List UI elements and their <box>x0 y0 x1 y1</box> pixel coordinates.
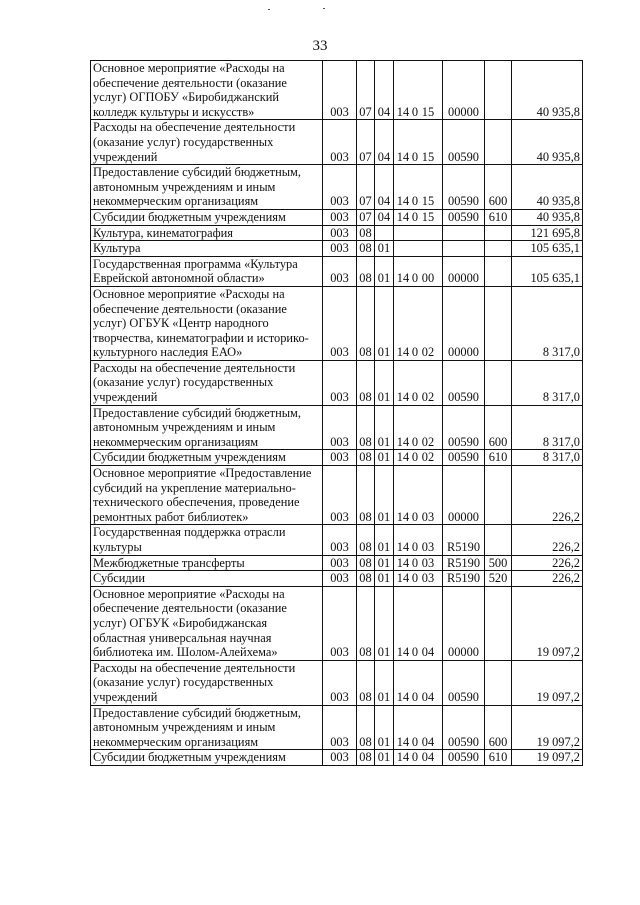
amount-cell: 19 097,2 <box>512 705 583 750</box>
subsection-code-cell <box>375 225 394 241</box>
amount-cell: 226,2 <box>512 571 583 587</box>
budget-table-body <box>91 61 583 766</box>
program-code-part: 14 <box>396 571 410 586</box>
target-code-cell: 00590 <box>443 165 485 210</box>
amount-cell: 40 935,8 <box>512 165 583 210</box>
subsection-code-cell: 01 <box>375 571 394 587</box>
expense-kind-cell: 520 <box>485 571 512 587</box>
row-name-cell: Предоставление субсидий бюджетным, автономным учреждениям и иным некоммерческим организациям <box>91 705 323 750</box>
section-code-cell: 08 <box>357 405 375 450</box>
row-name-cell: Субсидии <box>91 571 323 587</box>
target-code-cell: 00590 <box>443 405 485 450</box>
ministry-code-cell: 003 <box>323 120 357 165</box>
program-code-part: 0 <box>411 509 419 524</box>
row-name-cell: Основное мероприятие «Расходы на обеспечение деятельности (оказание услуг) ОГПОБУ «Биробиджанский колледж культуры и искусств» <box>91 61 323 120</box>
expense-kind-cell <box>485 360 512 405</box>
row-name-cell: Расходы на обеспечение деятельности (оказание услуг) государственных учреждений <box>91 660 323 705</box>
subsection-code-cell: 01 <box>375 241 394 257</box>
program-code-part: 0 <box>411 734 419 749</box>
program-code-part: 14 <box>396 750 410 765</box>
program-code-cell <box>394 405 443 450</box>
program-code-part: 0 <box>411 194 419 209</box>
target-code-cell: 00000 <box>443 286 485 360</box>
program-code-part: 15 <box>421 104 435 119</box>
row-name-cell: Основное мероприятие «Расходы на обеспечение деятельности (оказание услуг) ОГБУК «Биробиджанская областная универсальная научная библиотека им. Шолом-Алейхема» <box>91 586 323 660</box>
program-code-part: 0 <box>411 555 419 570</box>
program-code-part: 0 <box>411 689 419 704</box>
ministry-code-cell: 003 <box>323 555 357 571</box>
program-code-cell <box>394 241 443 257</box>
ministry-code-cell: 003 <box>323 571 357 587</box>
subsection-code-cell: 04 <box>375 120 394 165</box>
section-code-cell: 08 <box>357 571 375 587</box>
program-code-part: 14 <box>396 194 410 209</box>
ministry-code-cell: 003 <box>323 586 357 660</box>
expense-kind-cell: 610 <box>485 450 512 466</box>
expense-kind-cell <box>485 120 512 165</box>
target-code-cell: 00590 <box>443 360 485 405</box>
ministry-code-cell: 003 <box>323 466 357 525</box>
target-code-cell: R5190 <box>443 555 485 571</box>
program-code-part: 0 <box>411 540 419 554</box>
amount-cell: 40 935,8 <box>512 209 583 225</box>
program-code-cell <box>394 525 443 555</box>
expense-kind-cell <box>485 525 512 555</box>
program-code-cell <box>394 571 443 587</box>
program-code-part: 14 <box>396 345 410 360</box>
expense-kind-cell <box>485 61 512 120</box>
target-code-cell: 00000 <box>443 256 485 286</box>
section-code-cell: 08 <box>357 225 375 241</box>
section-code-cell: 08 <box>357 705 375 750</box>
program-code-cell <box>394 286 443 360</box>
program-code-part: 03 <box>421 571 435 586</box>
expense-kind-cell: 600 <box>485 165 512 210</box>
subsection-code-cell: 01 <box>375 405 394 450</box>
ministry-code-cell: 003 <box>323 209 357 225</box>
program-code-part: 04 <box>421 734 435 749</box>
target-code-cell: 00590 <box>443 120 485 165</box>
program-code-cell <box>394 705 443 750</box>
expense-kind-cell: 600 <box>485 405 512 450</box>
section-code-cell: 07 <box>357 61 375 120</box>
program-code-part: 0 <box>411 345 419 360</box>
program-code-part: 03 <box>421 540 435 554</box>
program-code-part: 0 <box>411 571 419 586</box>
program-code-part: 14 <box>396 734 410 749</box>
subsection-code-cell: 01 <box>375 360 394 405</box>
program-code-part: 0 <box>411 434 419 449</box>
amount-cell: 8 317,0 <box>512 360 583 405</box>
program-code-part: 02 <box>421 390 435 405</box>
section-code-cell: 07 <box>357 165 375 210</box>
program-code-part: 14 <box>396 390 410 405</box>
program-code-cell <box>394 360 443 405</box>
scan-speck <box>323 8 325 9</box>
target-code-cell <box>443 225 485 241</box>
target-code-cell: 00590 <box>443 750 485 766</box>
target-code-cell: 00000 <box>443 586 485 660</box>
ministry-code-cell: 003 <box>323 750 357 766</box>
ministry-code-cell: 003 <box>323 705 357 750</box>
ministry-code-cell: 003 <box>323 286 357 360</box>
row-name-cell: Культура <box>91 241 323 257</box>
program-code-cell <box>394 555 443 571</box>
row-name-cell: Субсидии бюджетным учреждениям <box>91 209 323 225</box>
subsection-code-cell: 04 <box>375 209 394 225</box>
program-code-cell <box>394 586 443 660</box>
section-code-cell: 08 <box>357 256 375 286</box>
subsection-code-cell: 01 <box>375 750 394 766</box>
expense-kind-cell: 610 <box>485 750 512 766</box>
program-code-cell <box>394 61 443 120</box>
expense-kind-cell <box>485 466 512 525</box>
amount-cell: 19 097,2 <box>512 750 583 766</box>
program-code-part: 14 <box>396 540 410 554</box>
section-code-cell: 08 <box>357 750 375 766</box>
subsection-code-cell: 01 <box>375 286 394 360</box>
program-code-part: 0 <box>411 271 419 286</box>
page-number: 33 <box>312 38 328 54</box>
row-name-cell: Основное мероприятие «Предоставление субсидий на укрепление материально-технического обеспечения, проведение ремонтных работ библиотек» <box>91 466 323 525</box>
amount-cell: 226,2 <box>512 555 583 571</box>
table-row <box>91 61 583 120</box>
scan-speck <box>268 9 270 10</box>
row-name-cell: Предоставление субсидий бюджетным, автономным учреждениям и иным некоммерческим организациям <box>91 165 323 210</box>
program-code-part: 0 <box>411 104 419 119</box>
table-row <box>91 120 583 165</box>
subsection-code-cell: 01 <box>375 450 394 466</box>
program-code-part: 14 <box>396 450 410 465</box>
program-code-part: 14 <box>396 555 410 570</box>
table-row <box>91 209 583 225</box>
table-row <box>91 660 583 705</box>
subsection-code-cell: 01 <box>375 466 394 525</box>
ministry-code-cell: 003 <box>323 450 357 466</box>
program-code-part: 15 <box>421 194 435 209</box>
section-code-cell: 08 <box>357 241 375 257</box>
target-code-cell: R5190 <box>443 525 485 555</box>
program-code-part: 14 <box>396 434 410 449</box>
table-row <box>91 586 583 660</box>
target-code-cell: 00590 <box>443 660 485 705</box>
program-code-part: 02 <box>421 450 435 465</box>
program-code-part: 0 <box>411 390 419 405</box>
amount-cell: 8 317,0 <box>512 450 583 466</box>
row-name-cell: Предоставление субсидий бюджетным, автономным учреждениям и иным некоммерческим организациям <box>91 405 323 450</box>
table-row <box>91 525 583 555</box>
ministry-code-cell: 003 <box>323 61 357 120</box>
table-row <box>91 241 583 257</box>
amount-cell: 19 097,2 <box>512 660 583 705</box>
section-code-cell: 07 <box>357 209 375 225</box>
program-code-part: 0 <box>411 645 419 660</box>
subsection-code-cell: 01 <box>375 256 394 286</box>
target-code-cell: 00000 <box>443 61 485 120</box>
subsection-code-cell: 01 <box>375 555 394 571</box>
ministry-code-cell: 003 <box>323 165 357 210</box>
subsection-code-cell: 01 <box>375 705 394 750</box>
program-code-part: 14 <box>396 645 410 660</box>
amount-cell: 8 317,0 <box>512 286 583 360</box>
amount-cell: 121 695,8 <box>512 225 583 241</box>
ministry-code-cell: 003 <box>323 660 357 705</box>
program-code-part: 04 <box>421 750 435 765</box>
budget-table <box>90 60 583 766</box>
section-code-cell: 08 <box>357 450 375 466</box>
subsection-code-cell: 01 <box>375 586 394 660</box>
program-code-cell <box>394 120 443 165</box>
target-code-cell: 00590 <box>443 450 485 466</box>
expense-kind-cell: 610 <box>485 209 512 225</box>
program-code-part: 02 <box>421 345 435 360</box>
row-name-cell: Межбюджетные трансферты <box>91 555 323 571</box>
program-code-part: 00 <box>421 271 435 286</box>
subsection-code-cell: 04 <box>375 165 394 210</box>
program-code-cell <box>394 209 443 225</box>
amount-cell: 8 317,0 <box>512 405 583 450</box>
program-code-part: 02 <box>421 434 435 449</box>
row-name-cell: Расходы на обеспечение деятельности (оказание услуг) государственных учреждений <box>91 360 323 405</box>
table-row <box>91 225 583 241</box>
ministry-code-cell: 003 <box>323 241 357 257</box>
expense-kind-cell <box>485 660 512 705</box>
section-code-cell: 08 <box>357 586 375 660</box>
program-code-part: 04 <box>421 689 435 704</box>
section-code-cell: 08 <box>357 660 375 705</box>
program-code-part: 03 <box>421 509 435 524</box>
program-code-cell <box>394 225 443 241</box>
expense-kind-cell <box>485 225 512 241</box>
ministry-code-cell: 003 <box>323 405 357 450</box>
table-row <box>91 750 583 766</box>
table-row <box>91 555 583 571</box>
table-row <box>91 405 583 450</box>
ministry-code-cell: 003 <box>323 225 357 241</box>
table-row <box>91 466 583 525</box>
table-row <box>91 571 583 587</box>
amount-cell: 226,2 <box>512 525 583 555</box>
table-row <box>91 256 583 286</box>
amount-cell: 40 935,8 <box>512 61 583 120</box>
expense-kind-cell: 500 <box>485 555 512 571</box>
program-code-part: 15 <box>421 149 435 164</box>
target-code-cell: 00590 <box>443 209 485 225</box>
program-code-cell <box>394 660 443 705</box>
program-code-part: 0 <box>411 750 419 765</box>
ministry-code-cell: 003 <box>323 360 357 405</box>
section-code-cell: 08 <box>357 286 375 360</box>
program-code-part: 03 <box>421 555 435 570</box>
program-code-part: 0 <box>411 209 419 224</box>
amount-cell: 105 635,1 <box>512 256 583 286</box>
row-name-cell: Культура, кинематография <box>91 225 323 241</box>
expense-kind-cell: 600 <box>485 705 512 750</box>
amount-cell: 40 935,8 <box>512 120 583 165</box>
program-code-cell <box>394 256 443 286</box>
table-row <box>91 286 583 360</box>
subsection-code-cell: 04 <box>375 61 394 120</box>
expense-kind-cell <box>485 586 512 660</box>
amount-cell: 105 635,1 <box>512 241 583 257</box>
target-code-cell <box>443 241 485 257</box>
section-code-cell: 08 <box>357 466 375 525</box>
program-code-part: 14 <box>396 509 410 524</box>
amount-cell: 226,2 <box>512 466 583 525</box>
section-code-cell: 08 <box>357 525 375 555</box>
expense-kind-cell <box>485 286 512 360</box>
program-code-cell <box>394 750 443 766</box>
program-code-part: 15 <box>421 209 435 224</box>
target-code-cell: 00590 <box>443 705 485 750</box>
amount-cell: 19 097,2 <box>512 586 583 660</box>
row-name-cell: Государственная поддержка отрасли культуры <box>91 525 323 555</box>
table-row <box>91 450 583 466</box>
table-row <box>91 165 583 210</box>
program-code-part: 0 <box>411 149 419 164</box>
target-code-cell: 00000 <box>443 466 485 525</box>
ministry-code-cell: 003 <box>323 525 357 555</box>
program-code-cell <box>394 466 443 525</box>
section-code-cell: 08 <box>357 555 375 571</box>
program-code-part: 14 <box>396 104 410 119</box>
target-code-cell: R5190 <box>443 571 485 587</box>
expense-kind-cell <box>485 256 512 286</box>
row-name-cell: Государственная программа «Культура Еврейской автономной области» <box>91 256 323 286</box>
ministry-code-cell: 003 <box>323 256 357 286</box>
program-code-cell <box>394 450 443 466</box>
subsection-code-cell: 01 <box>375 660 394 705</box>
program-code-part: 14 <box>396 271 410 286</box>
program-code-part: 14 <box>396 209 410 224</box>
expense-kind-cell <box>485 241 512 257</box>
table-row <box>91 360 583 405</box>
program-code-part: 14 <box>396 149 410 164</box>
program-code-cell <box>394 165 443 210</box>
section-code-cell: 07 <box>357 120 375 165</box>
row-name-cell: Основное мероприятие «Расходы на обеспечение деятельности (оказание услуг) ОГБУК «Центр народного творчества, кинематографии и историко-культурного наследия ЕАО» <box>91 286 323 360</box>
section-code-cell: 08 <box>357 360 375 405</box>
program-code-part: 04 <box>421 645 435 660</box>
program-code-part: 0 <box>411 450 419 465</box>
row-name-cell: Субсидии бюджетным учреждениям <box>91 450 323 466</box>
table-row <box>91 705 583 750</box>
subsection-code-cell: 01 <box>375 525 394 555</box>
program-code-part: 14 <box>396 689 410 704</box>
row-name-cell: Расходы на обеспечение деятельности (оказание услуг) государственных учреждений <box>91 120 323 165</box>
row-name-cell: Субсидии бюджетным учреждениям <box>91 750 323 766</box>
